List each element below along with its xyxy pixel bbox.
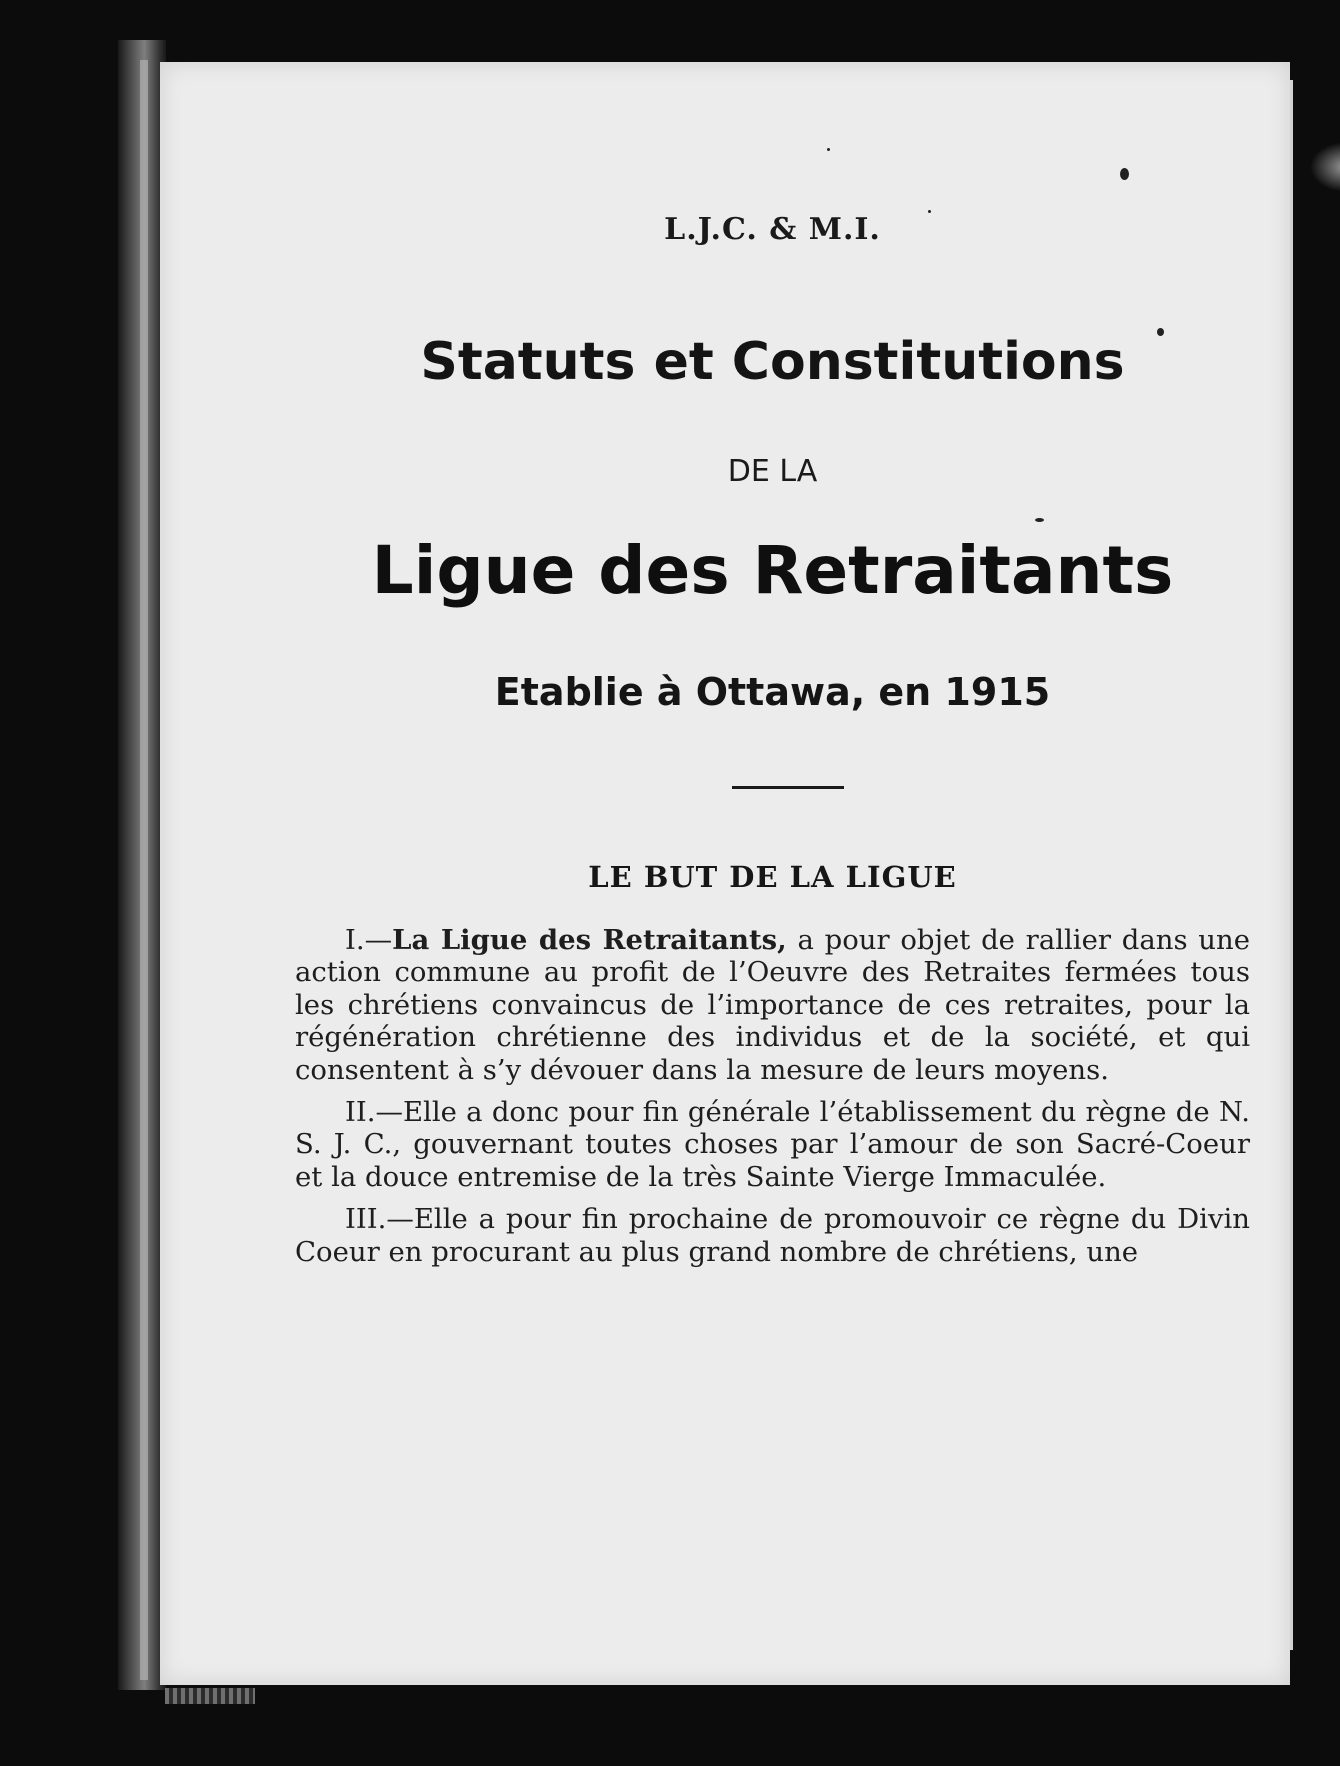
paragraph-number: III.— [345,1203,414,1236]
dust-speck [1157,328,1164,336]
film-edge-marks [165,1688,255,1704]
spine-edge [140,60,148,1680]
paragraph-number: I.— [345,924,393,956]
header-initials: L.J.C. & M.I. [664,212,881,247]
dust-speck [827,148,830,151]
title-connector: DE LA [727,454,818,489]
dust-speck [928,210,931,213]
establishment-line: Etablie à Ottawa, en 1915 [494,670,1051,714]
organization-name: Ligue des Retraitants [371,532,1174,609]
paragraph-lead: La Ligue des Retraitants, [392,924,787,956]
page-smudge [1310,142,1340,192]
paragraph-text: Elle a donc pour fin générale l’établissement du règne de N. S. J. C., gouvernant toutes choses par l’amour de son Sacré-Coeur et la douce entremise de la très Sainte Vierge Immaculée. [295,1096,1250,1193]
section-heading: LE BUT DE LA LIGUE [588,860,957,894]
title-divider [732,786,844,789]
dust-speck [1120,168,1129,180]
paragraph-1 [295,924,1250,1086]
dust-speck [1035,518,1044,522]
paragraph-3 [295,1203,1250,1268]
paragraph-text: Elle a pour fin prochaine de promouvoir ce règne du Divin Coeur en procurant au plus grand nombre de chrétiens, une [295,1203,1250,1268]
paragraph-number: II.— [345,1096,403,1129]
paragraph-2 [295,1096,1250,1193]
document-title: Statuts et Constitutions [420,332,1125,392]
section-body [295,924,1250,1278]
document-page [160,62,1290,1685]
paragraph-text: a pour objet de rallier dans une action commune au profit de l’Oeuvre des Retraites fermées tous les chrétiens convaincus de l’importance de ces retraites, pour la régénération chrétienne des individus et de la société, et qui consentent à s’y dévouer dans la mesure de leurs moyens. [295,924,1250,1086]
